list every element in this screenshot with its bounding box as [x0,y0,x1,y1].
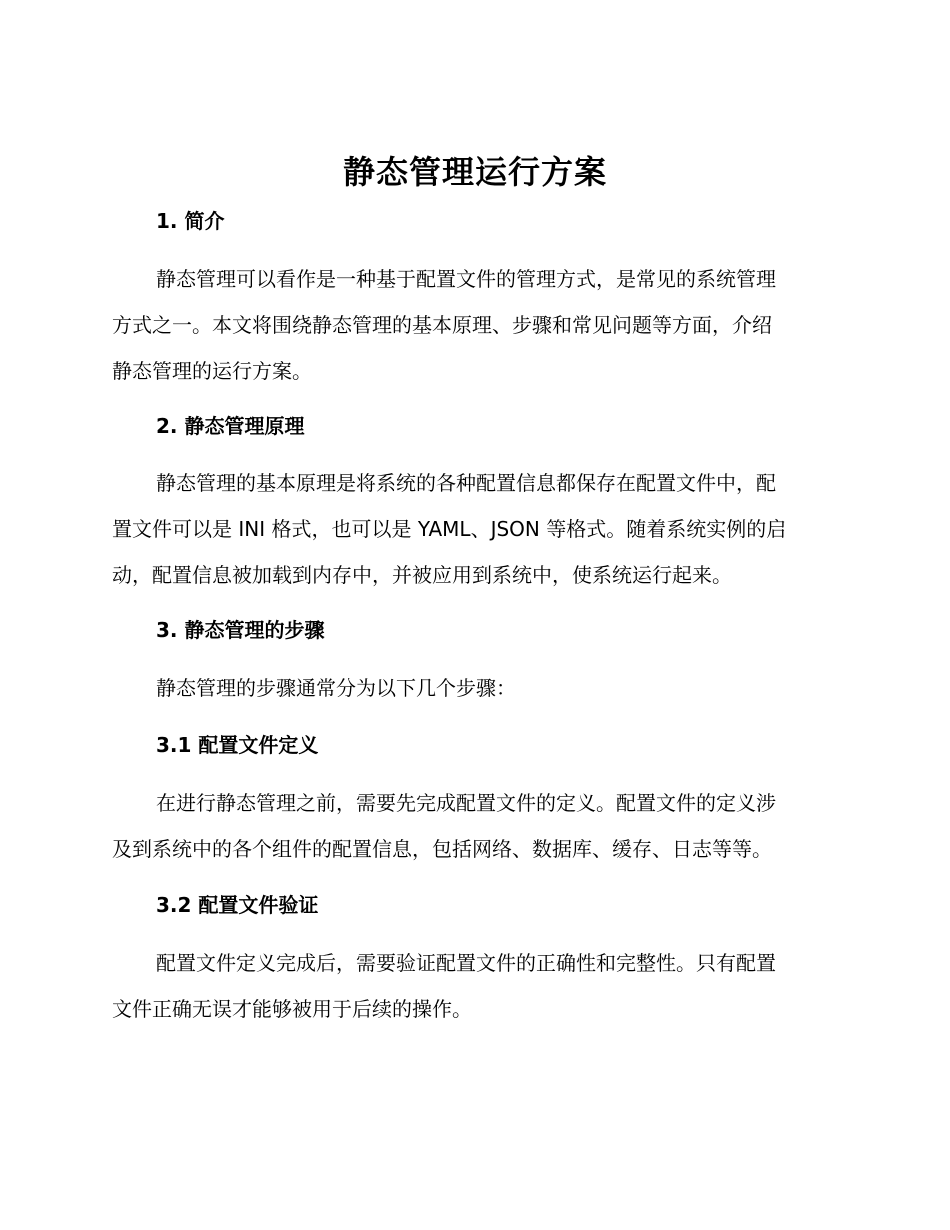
paragraph-line: 配置文件定义完成后，需要验证配置文件的正确性和完整性。只有配置 [156,951,776,975]
paragraph-line: 静态管理的步骤通常分为以下几个步骤： [156,676,516,700]
paragraph-line: 静态管理可以看作是一种基于配置文件的管理方式，是常见的系统管理 [156,267,776,291]
document-title: 静态管理运行方案 [342,153,607,191]
paragraph-line: 静态管理的运行方案。 [112,359,312,383]
paragraph-line: 文件正确无误才能够被用于后续的操作。 [112,997,472,1021]
section-heading-steps: 3. 静态管理的步骤 [156,618,325,642]
paragraph-line: 方式之一。本文将围绕静态管理的基本原理、步骤和常见问题等方面，介绍 [112,313,772,337]
section-heading-config-definition: 3.1 配置文件定义 [156,733,319,757]
paragraph-line: 在进行静态管理之前，需要先完成配置文件的定义。配置文件的定义涉 [156,791,776,815]
section-heading-config-validation: 3.2 配置文件验证 [156,893,319,917]
paragraph-line: 静态管理的基本原理是将系统的各种配置信息都保存在配置文件中，配 [156,471,776,495]
section-paragraph-config-definition [112,780,842,872]
section-heading-intro: 1. 简介 [156,209,225,233]
section-paragraph-config-validation [112,940,842,1032]
section-heading-principle: 2. 静态管理原理 [156,414,305,438]
paragraph-line: 置文件可以是 INI 格式，也可以是 YAML、JSON 等格式。随着系统实例的启 [112,517,787,541]
section-paragraph-steps [112,665,842,711]
section-paragraph-principle [112,460,842,598]
paragraph-line: 动，配置信息被加载到内存中，并被应用到系统中，使系统运行起来。 [112,563,732,587]
section-paragraph-intro [112,256,842,394]
paragraph-line: 及到系统中的各个组件的配置信息，包括网络、数据库、缓存、日志等等。 [112,837,772,861]
